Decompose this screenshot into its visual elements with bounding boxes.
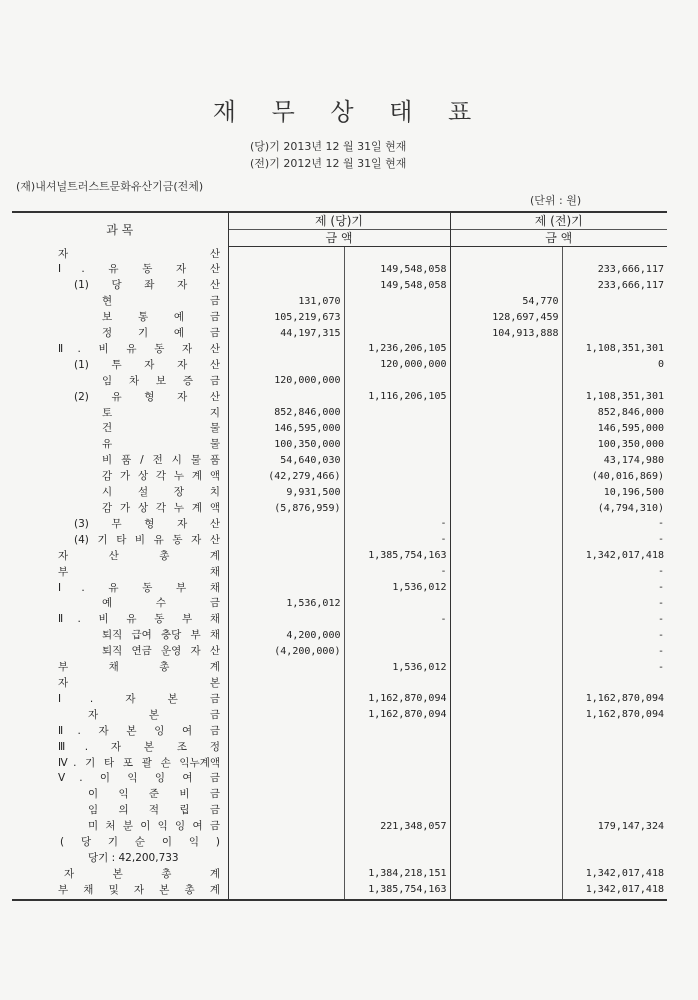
table-row <box>12 485 667 501</box>
row-label: 임 의 적 립 금 <box>88 804 220 817</box>
previous-detail-amount <box>450 342 562 358</box>
current-detail-amount: 120,000,000 <box>228 374 344 390</box>
organization-name: (재)내셔널트러스트문화유산기금(전체) <box>16 180 204 193</box>
current-detail-amount <box>228 676 344 692</box>
row-label: ( 당 기 순 이 익 ) <box>60 836 220 849</box>
current-total-amount <box>344 469 450 485</box>
table-row <box>12 342 667 358</box>
row-label-cell <box>12 835 228 851</box>
row-label: 당기 : 42,200,733 <box>88 851 179 864</box>
row-label: Ⅰ. 유 동 자 산 <box>58 263 220 276</box>
current-total-amount: 1,116,206,105 <box>344 390 450 406</box>
current-total-amount <box>344 771 450 787</box>
row-label: 비 품 / 전 시 물 품 <box>102 454 220 467</box>
table-row <box>12 453 667 469</box>
current-total-amount: 149,548,058 <box>344 278 450 294</box>
current-total-amount <box>344 406 450 422</box>
current-detail-amount <box>228 612 344 628</box>
current-detail-amount <box>228 851 344 867</box>
current-total-amount <box>344 676 450 692</box>
row-label-cell <box>12 883 228 900</box>
row-label-cell <box>12 628 228 644</box>
current-detail-amount <box>228 517 344 533</box>
table-row <box>12 294 667 310</box>
previous-detail-amount <box>450 533 562 549</box>
current-total-amount <box>344 326 450 342</box>
previous-detail-amount <box>450 835 562 851</box>
row-label-cell <box>12 596 228 612</box>
row-label: Ⅱ. 비 유 동 자 산 <box>58 342 220 355</box>
table-row <box>12 867 667 883</box>
previous-detail-amount <box>450 406 562 422</box>
previous-total-amount: 146,595,000 <box>597 422 664 434</box>
previous-detail-amount <box>450 787 562 803</box>
current-detail-amount <box>228 390 344 406</box>
previous-detail-amount <box>450 262 562 278</box>
row-label: Ⅴ. 이 익 잉 여 금 <box>58 772 220 785</box>
row-label: 부 채 및 자 본 총 계 <box>58 883 220 896</box>
previous-detail-amount <box>450 581 562 597</box>
previous-detail-amount <box>450 247 562 263</box>
table-row <box>12 819 667 835</box>
row-label: 자 본 금 <box>88 708 220 721</box>
previous-total-amount <box>562 771 667 787</box>
table-row <box>12 469 667 485</box>
table-row <box>12 247 667 263</box>
previous-total-amount: 233,666,117 <box>597 263 664 275</box>
current-detail-amount <box>228 771 344 787</box>
previous-total-amount: (40,016,869) <box>591 470 664 482</box>
previous-detail-amount <box>450 740 562 756</box>
current-detail-amount: (4,200,000) <box>228 644 344 660</box>
previous-detail-amount <box>450 453 562 469</box>
table-row <box>12 692 667 708</box>
row-label: Ⅰ. 유 동 부 채 <box>58 581 220 594</box>
row-label-cell <box>12 692 228 708</box>
previous-detail-amount <box>450 501 562 517</box>
current-detail-amount <box>228 247 344 263</box>
previous-total-amount <box>562 803 667 819</box>
row-label: 감 가 상 각 누 계 액 <box>102 502 220 514</box>
row-label-cell <box>12 517 228 533</box>
row-label: 퇴직 연금 운영 자 산 <box>102 645 220 658</box>
row-label-cell <box>12 787 228 803</box>
table-row <box>12 883 667 900</box>
previous-detail-amount <box>450 517 562 533</box>
row-label: Ⅱ. 자 본 잉 여 금 <box>58 724 220 737</box>
table-row <box>12 517 667 533</box>
previous-detail-amount <box>450 724 562 740</box>
table-row <box>12 740 667 756</box>
row-label-cell <box>12 437 228 453</box>
table-row <box>12 390 667 406</box>
current-detail-amount <box>228 867 344 883</box>
row-label: (1) 당 좌 자 산 <box>74 279 220 292</box>
row-label: 미 처 분 이 익 잉 여 금 <box>88 820 220 833</box>
table-row <box>12 756 667 772</box>
balance-sheet-rows <box>12 247 667 900</box>
table-row <box>12 326 667 342</box>
row-label-cell <box>12 644 228 660</box>
current-period-date: (당)기 2013년 12 월 31일 현재 <box>250 140 407 153</box>
previous-detail-amount <box>450 756 562 772</box>
previous-period-date: (전)기 2012년 12 월 31일 현재 <box>250 157 407 170</box>
previous-total-amount: 1,342,017,418 <box>585 884 664 896</box>
current-total-amount: - <box>344 517 450 533</box>
table-row <box>12 358 667 374</box>
row-label: (1) 투 자 자 산 <box>74 358 220 371</box>
current-detail-amount: 54,640,030 <box>228 453 344 469</box>
current-total-amount: 1,162,870,094 <box>344 708 450 724</box>
row-label-cell <box>12 485 228 501</box>
current-total-amount: - <box>344 565 450 581</box>
row-label: 정 기 예 금 <box>102 327 220 340</box>
previous-total-amount: - <box>657 582 664 594</box>
table-row <box>12 374 667 390</box>
current-total-amount: 1,385,754,163 <box>344 549 450 565</box>
table-row <box>12 851 667 867</box>
previous-total-amount: 1,162,870,094 <box>585 709 664 721</box>
row-label-cell <box>12 756 228 772</box>
current-detail-amount <box>228 787 344 803</box>
current-total-amount: 1,236,206,105 <box>344 342 450 358</box>
previous-detail-amount <box>450 660 562 676</box>
current-detail-amount: 44,197,315 <box>228 326 344 342</box>
current-total-amount <box>344 437 450 453</box>
row-label: 이 익 준 비 금 <box>88 788 220 801</box>
row-label-cell <box>12 326 228 342</box>
previous-total-amount: (4,794,310) <box>597 502 664 514</box>
previous-total-amount <box>562 326 667 342</box>
current-total-amount <box>344 247 450 263</box>
current-detail-amount <box>228 724 344 740</box>
current-detail-amount <box>228 756 344 772</box>
current-total-amount: - <box>344 533 450 549</box>
current-total-amount: - <box>344 612 450 628</box>
row-label: 퇴직 급여 충당 부 채 <box>102 629 220 642</box>
table-row <box>12 612 667 628</box>
current-total-amount: 1,536,012 <box>344 581 450 597</box>
row-label-cell <box>12 708 228 724</box>
row-label: Ⅳ. 기 타 포 괄 손 익누계액 <box>58 756 220 769</box>
previous-total-amount: 100,350,000 <box>597 438 664 450</box>
balance-sheet-table <box>12 211 667 901</box>
row-label: 현 금 <box>102 295 220 308</box>
row-label-cell <box>12 247 228 263</box>
previous-total-amount: - <box>657 534 664 546</box>
previous-total-amount: - <box>657 629 664 641</box>
table-row <box>12 644 667 660</box>
current-detail-amount <box>228 278 344 294</box>
previous-detail-amount <box>450 644 562 660</box>
current-detail-amount: 1,536,012 <box>228 596 344 612</box>
previous-detail-amount <box>450 358 562 374</box>
previous-detail-amount <box>450 708 562 724</box>
previous-total-amount <box>562 740 667 756</box>
current-total-amount <box>344 485 450 501</box>
row-label: 부 채 <box>58 565 220 578</box>
current-detail-amount <box>228 835 344 851</box>
current-total-amount: 149,548,058 <box>344 262 450 278</box>
table-row <box>12 835 667 851</box>
row-label: 토 지 <box>102 406 220 419</box>
previous-detail-amount <box>450 851 562 867</box>
previous-total-amount: - <box>657 661 664 673</box>
previous-total-amount: 10,196,500 <box>603 486 664 498</box>
row-label-cell <box>12 819 228 835</box>
previous-total-amount: 179,147,324 <box>597 820 664 832</box>
column-header-current: 제 (당)기 <box>228 212 450 230</box>
previous-detail-amount <box>450 565 562 581</box>
previous-total-amount <box>562 835 667 851</box>
row-label: 자 본 <box>58 676 220 689</box>
row-label-cell <box>12 851 228 867</box>
current-detail-amount <box>228 660 344 676</box>
current-detail-amount <box>228 342 344 358</box>
current-detail-amount: 105,219,673 <box>228 310 344 326</box>
previous-detail-amount <box>450 628 562 644</box>
current-total-amount <box>344 851 450 867</box>
row-label-cell <box>12 501 228 517</box>
row-label-cell <box>12 262 228 278</box>
current-detail-amount: 146,595,000 <box>228 421 344 437</box>
previous-total-amount: 1,342,017,418 <box>585 868 664 880</box>
row-label-cell <box>12 374 228 390</box>
current-detail-amount: 852,846,000 <box>228 406 344 422</box>
current-total-amount: 1,536,012 <box>344 660 450 676</box>
previous-total-amount <box>562 787 667 803</box>
current-detail-amount <box>228 708 344 724</box>
previous-total-amount <box>562 374 667 390</box>
previous-detail-amount <box>450 596 562 612</box>
row-label: (3) 무 형 자 산 <box>74 517 220 530</box>
row-label-cell <box>12 740 228 756</box>
current-detail-amount <box>228 565 344 581</box>
current-detail-amount <box>228 692 344 708</box>
row-label-cell <box>12 549 228 565</box>
row-label: 자 산 <box>58 247 220 260</box>
previous-detail-amount <box>450 485 562 501</box>
previous-detail-amount <box>450 803 562 819</box>
current-total-amount <box>344 644 450 660</box>
row-label-cell <box>12 533 228 549</box>
current-detail-amount: 131,070 <box>228 294 344 310</box>
table-row <box>12 628 667 644</box>
row-label-cell <box>12 867 228 883</box>
current-detail-amount <box>228 358 344 374</box>
previous-total-amount: - <box>657 613 664 625</box>
row-label-cell <box>12 342 228 358</box>
row-label-cell <box>12 390 228 406</box>
current-detail-amount: (5,876,959) <box>228 501 344 517</box>
current-total-amount <box>344 310 450 326</box>
row-label: 부 채 총 계 <box>58 661 220 674</box>
current-total-amount: 221,348,057 <box>344 819 450 835</box>
current-detail-amount <box>228 883 344 900</box>
table-row <box>12 581 667 597</box>
table-row <box>12 660 667 676</box>
table-row <box>12 310 667 326</box>
previous-total-amount: - <box>657 566 664 578</box>
previous-detail-amount <box>450 692 562 708</box>
table-row <box>12 708 667 724</box>
column-header-item: 과 목 <box>12 212 228 247</box>
row-label: (2) 유 형 자 산 <box>74 390 220 403</box>
row-label-cell <box>12 724 228 740</box>
previous-total-amount: 1,108,351,301 <box>585 343 664 355</box>
previous-total-amount: 1,108,351,301 <box>585 391 664 403</box>
previous-detail-amount <box>450 549 562 565</box>
previous-total-amount <box>562 851 667 867</box>
row-label-cell <box>12 612 228 628</box>
previous-detail-amount <box>450 374 562 390</box>
row-label: Ⅰ. 자 본 금 <box>58 692 220 705</box>
row-label-cell <box>12 278 228 294</box>
table-row <box>12 278 667 294</box>
current-total-amount <box>344 374 450 390</box>
previous-detail-amount <box>450 867 562 883</box>
current-total-amount: 1,385,754,163 <box>344 883 450 900</box>
row-label: Ⅲ. 자 본 조 정 <box>58 740 220 753</box>
previous-detail-amount <box>450 421 562 437</box>
current-total-amount <box>344 294 450 310</box>
row-label-cell <box>12 358 228 374</box>
previous-detail-amount <box>450 469 562 485</box>
current-total-amount <box>344 803 450 819</box>
table-row <box>12 262 667 278</box>
column-header-previous: 제 (전)기 <box>534 214 583 228</box>
previous-total-amount: - <box>657 645 664 657</box>
current-detail-amount: 9,931,500 <box>228 485 344 501</box>
column-header-previous-amount: 금 액 <box>450 230 667 247</box>
document-title: 재 무 상 태 표 <box>212 98 486 126</box>
previous-detail-amount: 128,697,459 <box>450 310 562 326</box>
previous-detail-amount: 54,770 <box>450 294 562 310</box>
table-row <box>12 596 667 612</box>
row-label-cell <box>12 660 228 676</box>
previous-detail-amount <box>450 278 562 294</box>
current-total-amount <box>344 628 450 644</box>
row-label-cell <box>12 294 228 310</box>
current-total-amount <box>344 596 450 612</box>
previous-detail-amount <box>450 771 562 787</box>
current-total-amount <box>344 724 450 740</box>
row-label-cell <box>12 771 228 787</box>
current-total-amount <box>344 740 450 756</box>
current-detail-amount <box>228 262 344 278</box>
previous-total-amount: 43,174,980 <box>603 454 664 466</box>
table-row <box>12 437 667 453</box>
current-total-amount <box>344 453 450 469</box>
row-label-cell <box>12 406 228 422</box>
table-row <box>12 724 667 740</box>
previous-detail-amount <box>450 390 562 406</box>
previous-total-amount <box>562 756 667 772</box>
row-label-cell <box>12 565 228 581</box>
previous-detail-amount <box>450 437 562 453</box>
current-detail-amount <box>228 803 344 819</box>
table-row <box>12 406 667 422</box>
row-label-cell <box>12 803 228 819</box>
column-header-current-amount: 금 액 <box>228 230 450 247</box>
current-total-amount: 1,162,870,094 <box>344 692 450 708</box>
row-label: (4) 기 타 비 유 동 자 산 <box>74 533 220 546</box>
previous-total-amount <box>562 724 667 740</box>
current-detail-amount <box>228 581 344 597</box>
table-row <box>12 803 667 819</box>
row-label-cell <box>12 421 228 437</box>
previous-total-amount: 852,846,000 <box>597 407 664 419</box>
previous-total-amount <box>562 247 667 263</box>
row-label: 예 수 금 <box>102 597 220 610</box>
table-row <box>12 501 667 517</box>
table-row <box>12 676 667 692</box>
current-total-amount <box>344 835 450 851</box>
previous-total-amount <box>562 310 667 326</box>
row-label-cell <box>12 310 228 326</box>
current-detail-amount: (42,279,466) <box>228 469 344 485</box>
row-label: 보 통 예 금 <box>102 311 220 324</box>
row-label-cell <box>12 469 228 485</box>
previous-total-amount <box>562 676 667 692</box>
previous-detail-amount <box>450 612 562 628</box>
current-detail-amount <box>228 740 344 756</box>
current-detail-amount <box>228 549 344 565</box>
previous-total-amount: 0 <box>657 359 664 371</box>
table-row <box>12 787 667 803</box>
table-row <box>12 771 667 787</box>
row-label: 시 설 장 치 <box>102 486 220 499</box>
row-label: 자 본 총 계 <box>64 867 220 880</box>
row-label-cell <box>12 676 228 692</box>
previous-total-amount: - <box>657 518 664 530</box>
current-total-amount <box>344 787 450 803</box>
previous-total-amount: 233,666,117 <box>597 279 664 291</box>
previous-total-amount: 1,342,017,418 <box>585 550 664 562</box>
table-row <box>12 533 667 549</box>
current-total-amount: 1,384,218,151 <box>344 867 450 883</box>
table-row <box>12 565 667 581</box>
row-label: 감 가 상 각 누 계 액 <box>102 470 220 483</box>
row-label: 자 산 총 계 <box>58 549 220 562</box>
current-total-amount <box>344 756 450 772</box>
previous-detail-amount <box>450 883 562 900</box>
unit-label: (단위 : 원) <box>530 194 582 207</box>
current-total-amount <box>344 501 450 517</box>
current-detail-amount: 4,200,000 <box>228 628 344 644</box>
row-label: Ⅱ. 비 유 동 부 채 <box>58 613 220 626</box>
current-detail-amount: 100,350,000 <box>228 437 344 453</box>
current-total-amount: 120,000,000 <box>344 358 450 374</box>
table-row <box>12 421 667 437</box>
previous-total-amount <box>562 294 667 310</box>
row-label: 임 차 보 증 금 <box>102 374 220 387</box>
previous-detail-amount <box>450 819 562 835</box>
current-total-amount <box>344 421 450 437</box>
row-label-cell <box>12 453 228 469</box>
previous-detail-amount: 104,913,888 <box>450 326 562 342</box>
current-detail-amount <box>228 533 344 549</box>
table-row <box>12 549 667 565</box>
previous-detail-amount <box>450 676 562 692</box>
current-detail-amount <box>228 819 344 835</box>
row-label: 건 물 <box>102 422 220 435</box>
previous-total-amount: 1,162,870,094 <box>585 693 664 705</box>
row-label-cell <box>12 581 228 597</box>
row-label: 유 물 <box>102 438 220 451</box>
previous-total-amount: - <box>657 597 664 609</box>
